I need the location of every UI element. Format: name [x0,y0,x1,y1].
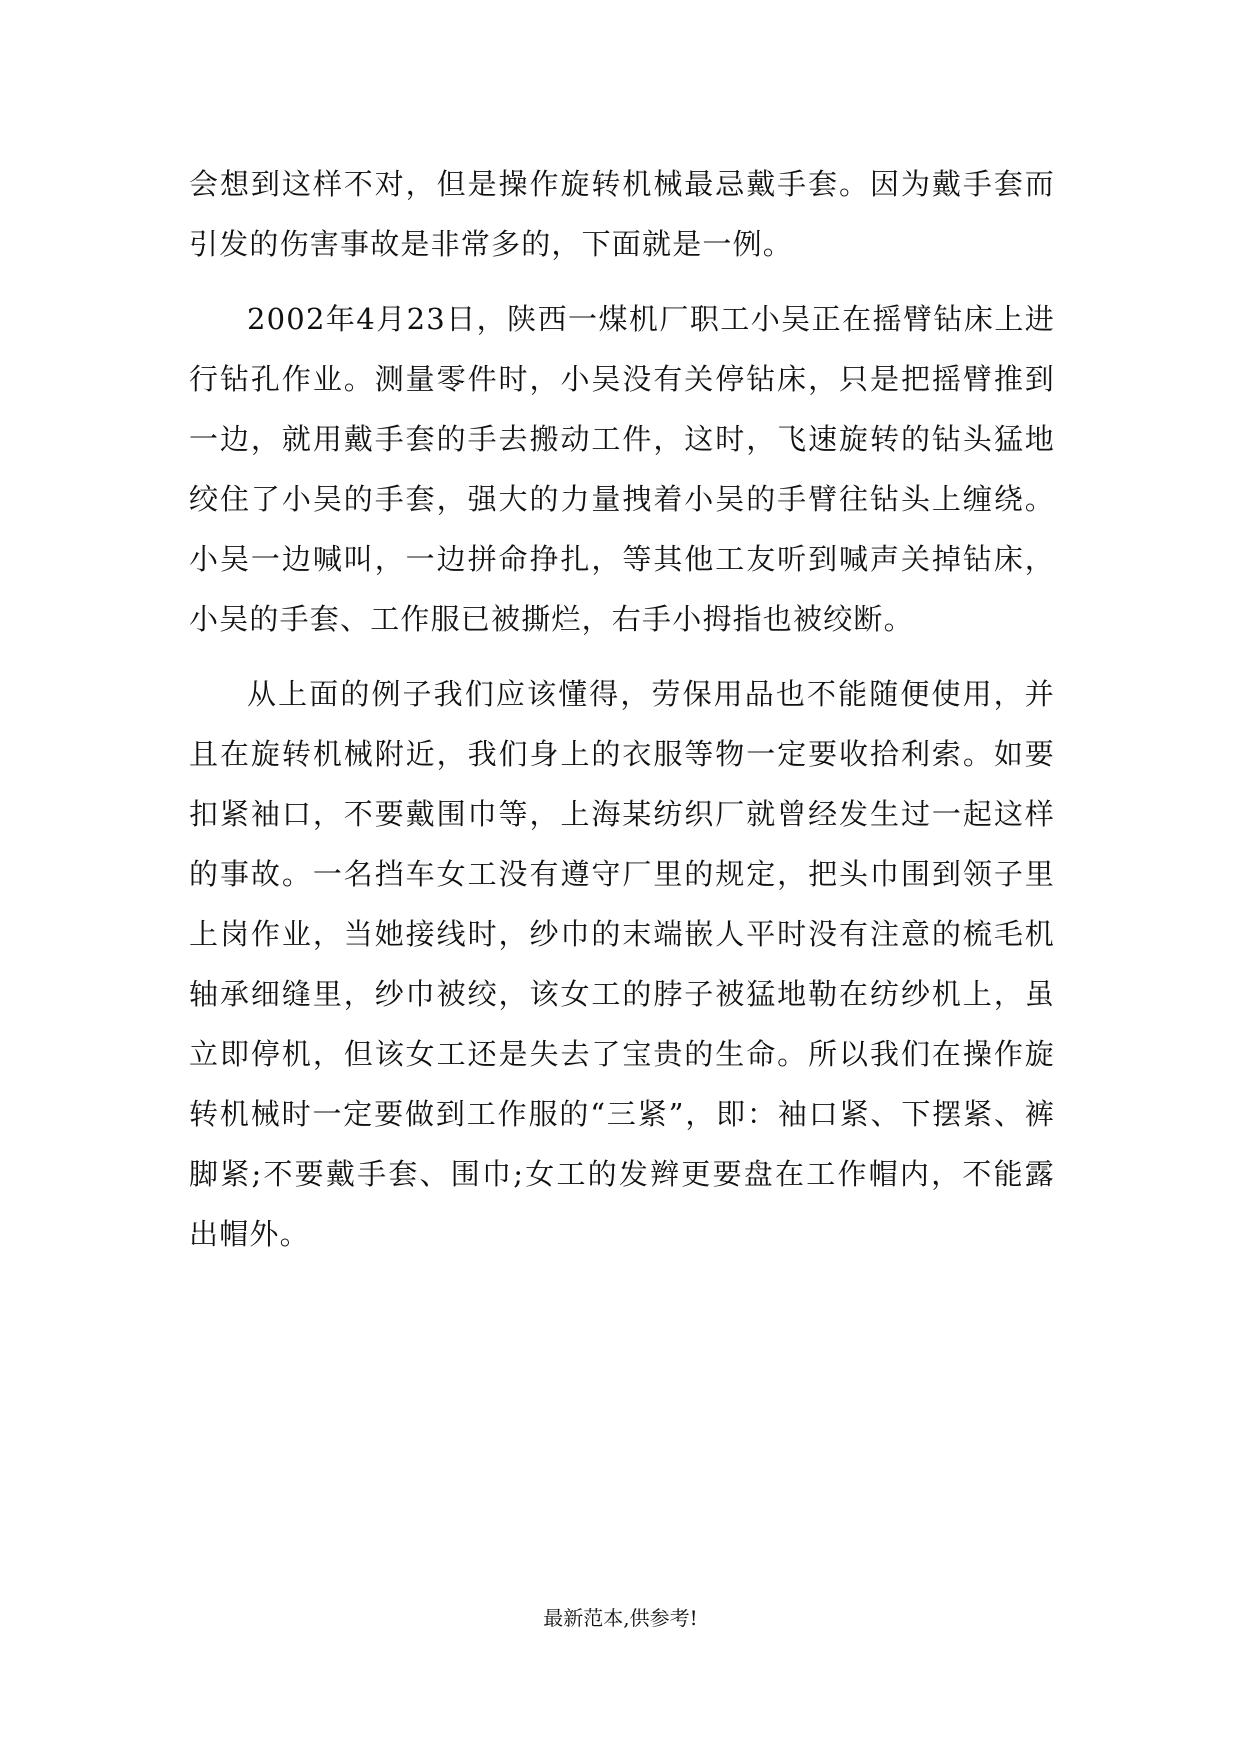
document-body [189,154,1055,1264]
paragraph-continuation: 会想到这样不对，但是操作旋转机械最忌戴手套。因为戴手套而引发的伤害事故是非常多的，下面就是一例。 [189,167,1055,261]
paragraph-incident-case: 2002年4月23日，陕西一煤机厂职工小吴正在摇臂钻床上进行钻孔作业。测量零件时，小吴没有关停钻床，只是把摇臂推到一边，就用戴手套的手去搬动工件，这时，飞速旋转的钻头猛地绞住了小吴的手套，强大的力量拽着小吴的手臂往钻头上缠绕。小吴一边喊叫，一边拼命挣扎，等其他工友听到喊声关掉钻床，小吴的手套、工作服已被撕烂，右手小拇指也被绞断。 [189,302,1055,636]
page-footer: 最新范本,供参考! [543,1606,698,1630]
paragraph-lesson: 从上面的例子我们应该懂得，劳保用品也不能随便使用，并且在旋转机械附近，我们身上的衣服等物一定要收拾利索。如要扣紧袖口，不要戴围巾等，上海某纺织厂就曾经发生过一起这样的事故。一名挡车女工没有遵守厂里的规定，把头巾围到领子里上岗作业，当她接线时，纱巾的末端嵌人平时没有注意的梳毛机轴承细缝里，纱巾被绞，该女工的脖子被猛地勒在纺纱机上，虽立即停机，但该女工还是失去了宝贵的生命。所以我们在操作旋转机械时一定要做到工作服的“三紧”，即：袖口紧、下摆紧、裤脚紧;不要戴手套、围巾;女工的发辫更要盘在工作帽内，不能露出帽外。 [189,677,1055,1251]
